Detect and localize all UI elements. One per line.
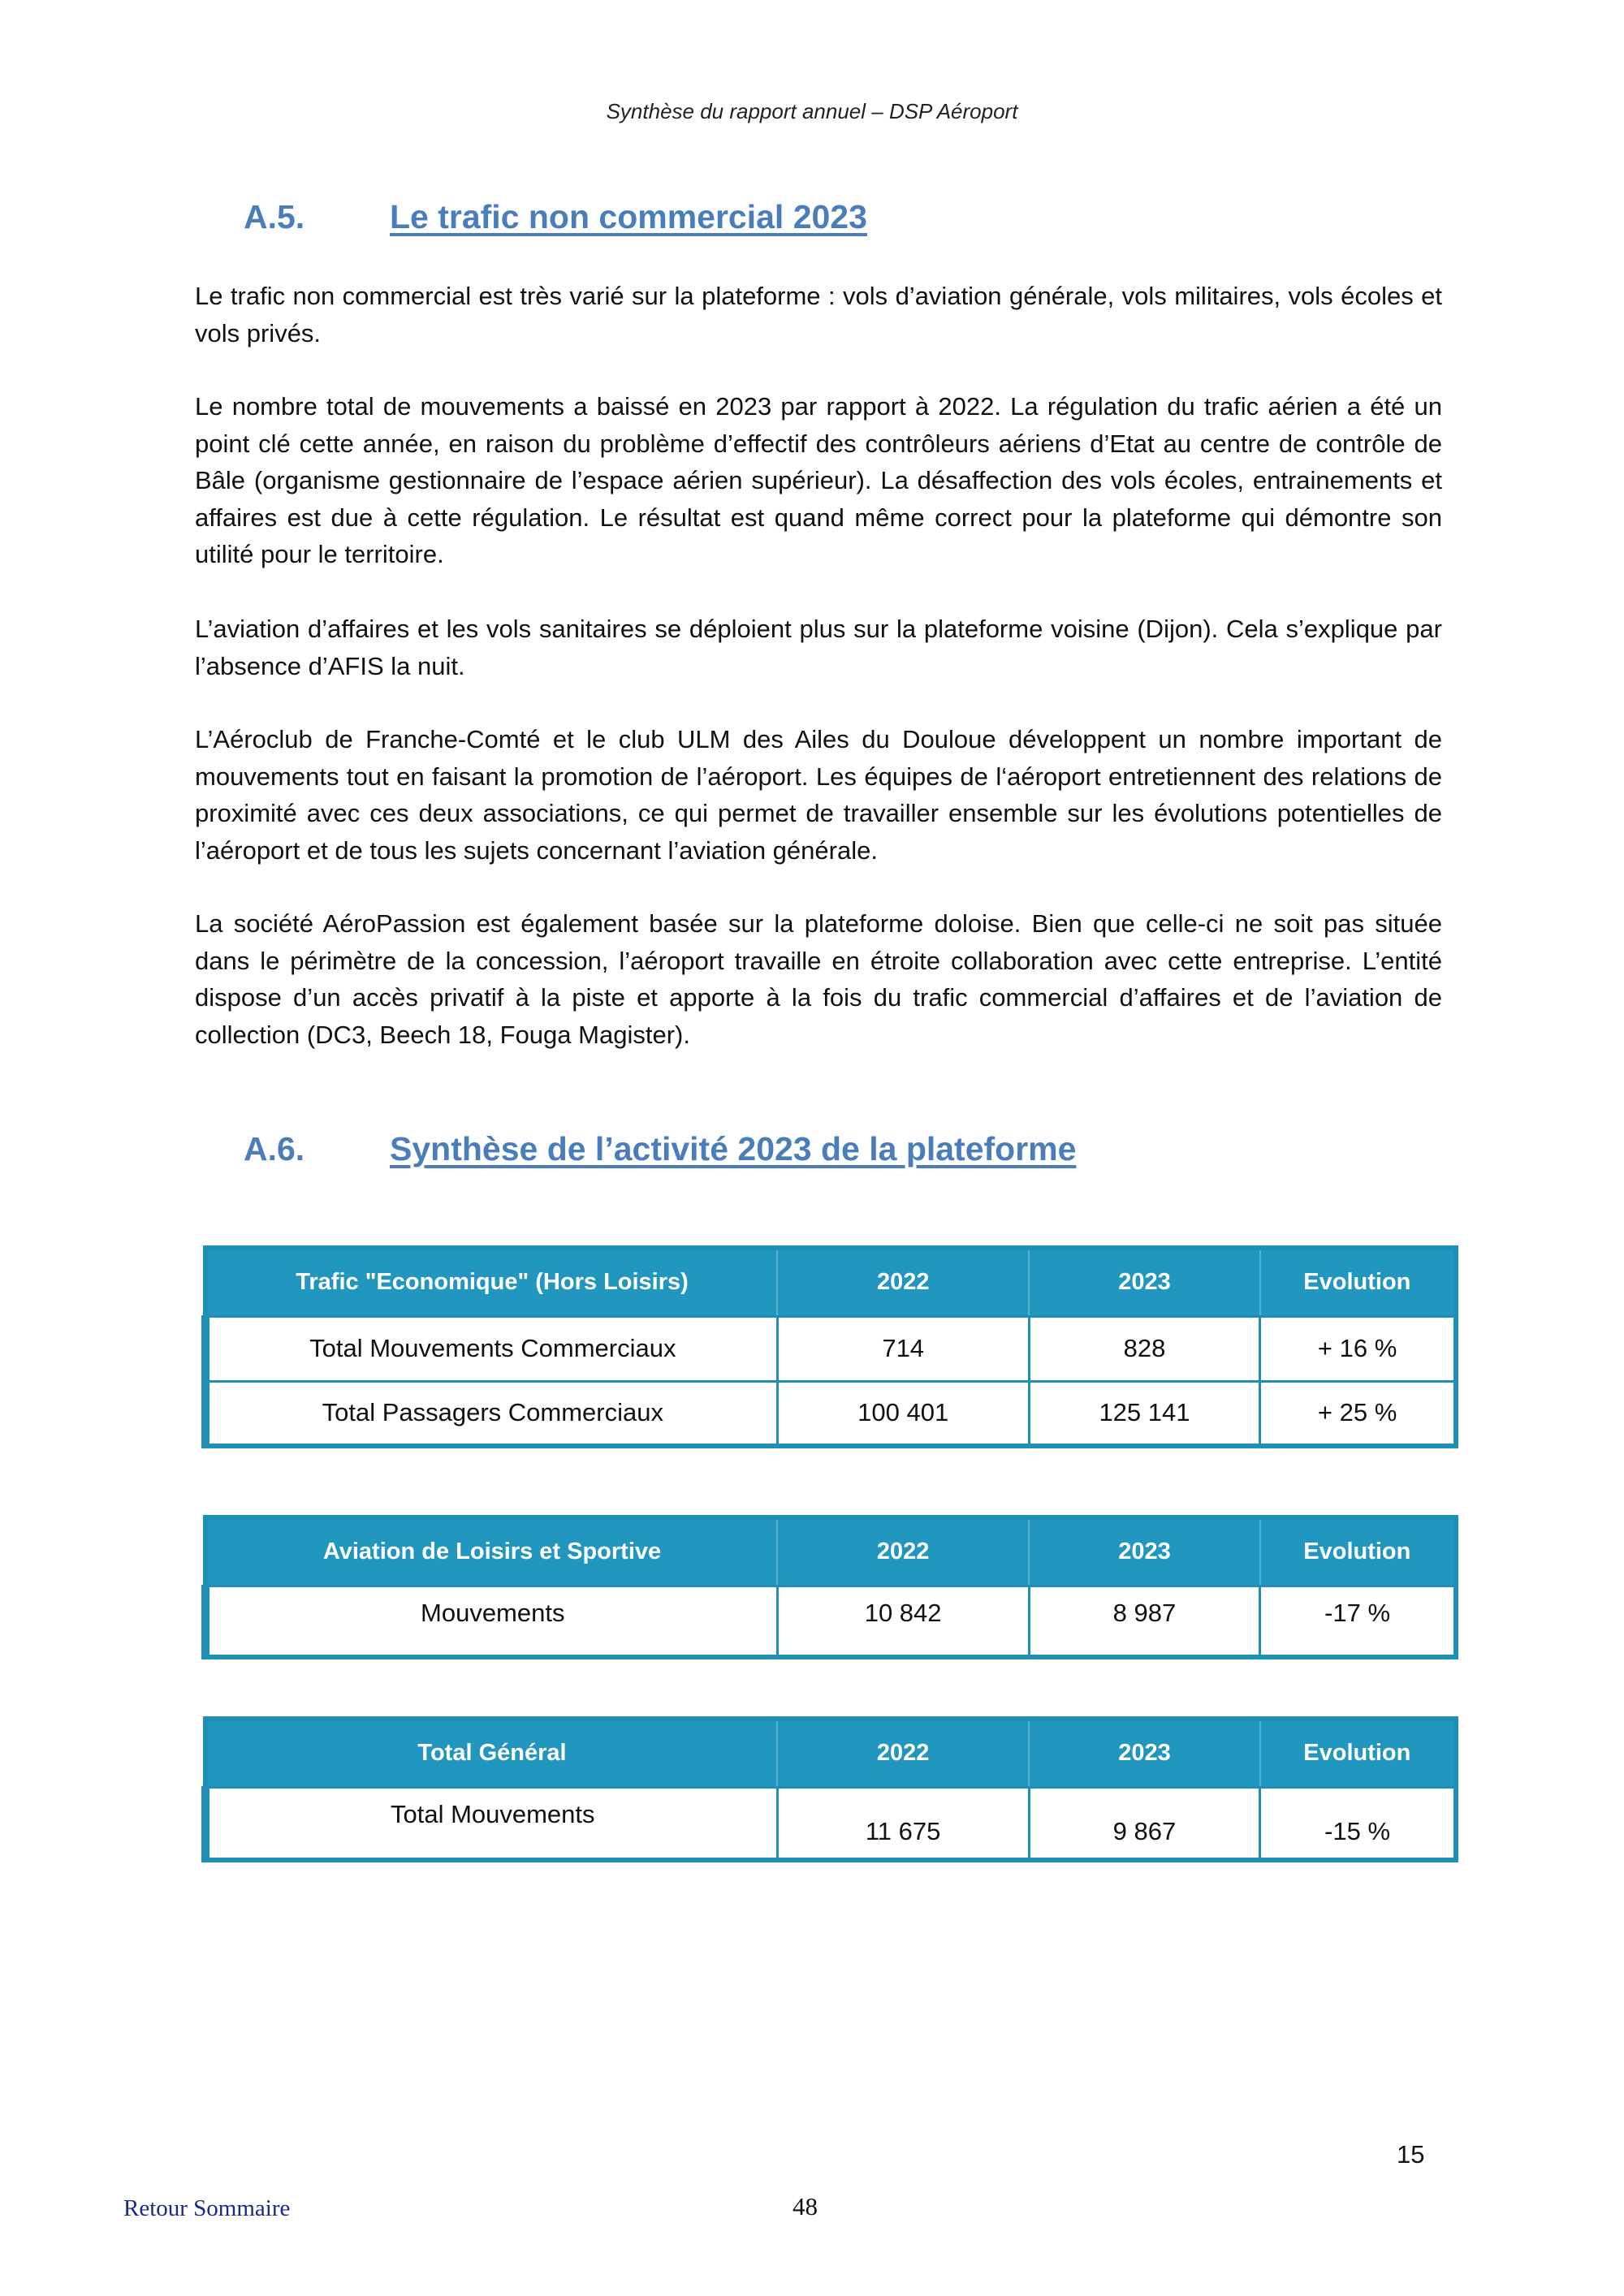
- running-header: Synthèse du rapport annuel – DSP Aéroport: [606, 99, 1018, 123]
- column-header: 2022: [777, 1719, 1029, 1787]
- cell-value: 125 141: [1029, 1381, 1259, 1446]
- column-header: Evolution: [1260, 1719, 1456, 1787]
- leisure-aviation-table: [201, 1515, 1458, 1659]
- section-title: Synthèse de l’activité 2023 de la plateforme: [390, 1130, 1077, 1167]
- back-to-summary-link[interactable]: Retour Sommaire: [123, 2195, 291, 2221]
- table-header-row: [205, 1248, 1456, 1316]
- cell-evolution: + 25 %: [1260, 1381, 1456, 1446]
- column-header: Evolution: [1260, 1248, 1456, 1316]
- section-title: Le trafic non commercial 2023: [390, 198, 867, 235]
- cell-evolution: -17 %: [1260, 1586, 1456, 1657]
- cell-value: 8 987: [1029, 1586, 1259, 1657]
- total-general-table: [201, 1716, 1458, 1862]
- section-heading-a5: [244, 198, 867, 236]
- paragraph: Le trafic non commercial est très varié sur la plateforme : vols d’aviation générale, vols militaires, vols écoles et vols privés.: [195, 282, 1442, 347]
- section-number: A.6.: [244, 1130, 305, 1167]
- row-label: Total Mouvements Commerciaux: [205, 1316, 777, 1381]
- table-row: [205, 1316, 1456, 1381]
- cell-value: 11 675: [777, 1787, 1029, 1860]
- column-header: Total Général: [205, 1719, 777, 1787]
- row-label: Total Passagers Commerciaux: [205, 1381, 777, 1446]
- paragraph: Le nombre total de mouvements a baissé en 2023 par rapport à 2022. La régulation du trafic aérien a été un point clé cette année, en raison du problème d’effectif des contrôleurs aériens d’Etat au centre de contrôle de Bâle (organisme gestionnaire de l’espace aérien supérieur). La désaffection des vols écoles, entrainements et affaires est due à cette régulation. Le résultat est quand même correct pour la plateforme qui démontre son utilité pour le territoire.: [195, 392, 1442, 568]
- document-page-number: 48: [793, 2192, 818, 2220]
- cell-value: 828: [1029, 1316, 1259, 1381]
- table-header-row: [205, 1719, 1456, 1787]
- economic-traffic-table: [201, 1245, 1458, 1448]
- column-header: 2023: [1029, 1248, 1259, 1316]
- section-heading-a6: [244, 1130, 1076, 1168]
- cell-value: 100 401: [777, 1381, 1029, 1446]
- page-number: 15: [1397, 2140, 1425, 2169]
- row-label: Total Mouvements: [205, 1787, 777, 1860]
- column-header: 2022: [777, 1517, 1029, 1586]
- cell-value: 10 842: [777, 1586, 1029, 1657]
- table-row: [205, 1787, 1456, 1860]
- paragraph: La société AéroPassion est également basée sur la plateforme doloise. Bien que celle-ci ne soit pas située dans le périmètre de la concession, l’aéroport travaille en étroite collaboration avec cette entreprise. L’entité dispose d’un accès privatif à la piste et apporte à la fois du trafic commercial d’affaires et de l’aviation de collection (DC3, Beech 18, Fouga Magister).: [195, 909, 1442, 1049]
- column-header: 2022: [777, 1248, 1029, 1316]
- cell-value: 9 867: [1029, 1787, 1259, 1860]
- column-header: Aviation de Loisirs et Sportive: [205, 1517, 777, 1586]
- cell-value: 714: [777, 1316, 1029, 1381]
- column-header: 2023: [1029, 1517, 1259, 1586]
- column-header: Trafic "Economique" (Hors Loisirs): [205, 1248, 777, 1316]
- cell-evolution: -15 %: [1260, 1787, 1456, 1860]
- table-row: [205, 1381, 1456, 1446]
- table-header-row: [205, 1517, 1456, 1586]
- table-row: [205, 1586, 1456, 1657]
- column-header: 2023: [1029, 1719, 1259, 1787]
- section-number: A.5.: [244, 198, 305, 235]
- cell-evolution: + 16 %: [1260, 1316, 1456, 1381]
- paragraph: L’aviation d’affaires et les vols sanitaires se déploient plus sur la plateforme voisine (Dijon). Cela s’explique par l’absence d’AFIS la nuit.: [195, 615, 1442, 680]
- row-label: Mouvements: [205, 1586, 777, 1657]
- paragraph: L’Aéroclub de Franche-Comté et le club ULM des Ailes du Douloue développent un nombre important de mouvements tout en faisant la promotion de l’aéroport. Les équipes de l‘aéroport entretiennent des relations de proximité avec ces deux associations, ce qui permet de travailler ensemble sur les évolutions potentielles de l’aéroport et de tous les sujets concernant l’aviation générale.: [195, 725, 1442, 865]
- column-header: Evolution: [1260, 1517, 1456, 1586]
